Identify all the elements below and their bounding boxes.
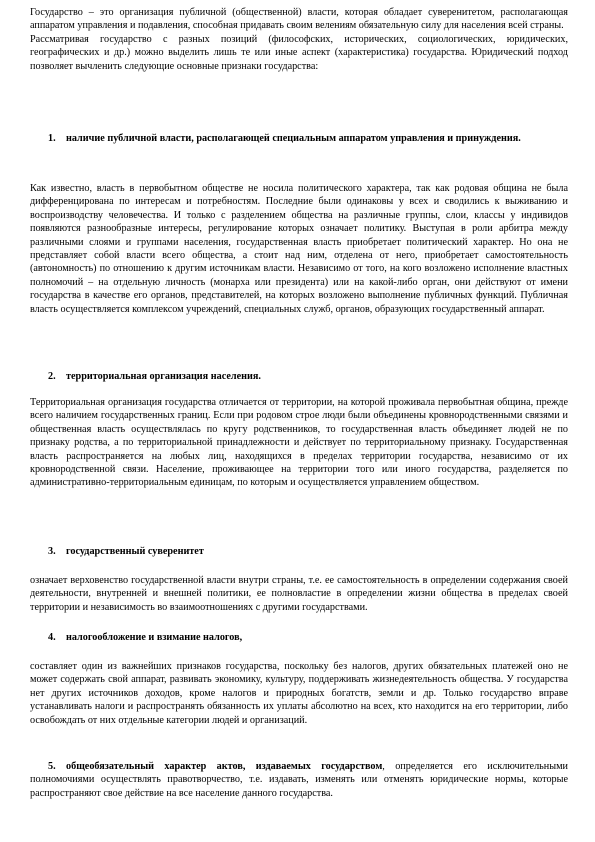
section-5-block <box>30 760 568 800</box>
section-2-paragraph: Территориальная организация государства отличается от территории, на которой проживала первобытная община, прежде всего наличием государственных границ. Если при родовом строе люди были объединены кровнородственными связями и общественная власть осуществлялась по кругу родственников, то государственная власть объединяет людей не по признаку родства, а по территориальной принадлежности и действует по территориальному признаку. Государственная власть распространяется на любых лиц, находящихся в пределах территории государства, независимо от их кровнородственной связи. Население, проживающее на территории того или иного государства, разделяется по административно-территориальным единицам, по которым и осуществляется управлением обществом. <box>30 397 568 489</box>
section-2-number: 2. <box>48 371 56 382</box>
section-3-heading <box>48 545 568 558</box>
section-5-number: 5. <box>48 761 56 772</box>
section-1-heading <box>48 132 568 145</box>
section-4-body <box>30 660 568 727</box>
section-1-number: 1. <box>48 133 56 144</box>
intro-paragraph-definition: Государство – это организация публичной (общественной) власти, которая обладает суверенитетом, располагающая аппаратом управления и подавления, способная придавать своим велениям обязательную силу для населения всей страны. <box>30 7 568 32</box>
section-3-paragraph: означает верховенство государственной власти внутри страны, т.е. ее самостоятельность в определении содержания своей деятельности, внутренней и внешней политики, ее полновластие в определении жизни общества в пределах своей территории и независимость во взаимоотношениях с другими государствами. <box>30 575 568 613</box>
section-3-body <box>30 574 568 614</box>
intro-paragraph-approaches: Рассматривая государство с разных позиций (философских, исторических, социологических, юридических, географических и др.) можно выделить лишь те или иные аспект (характеристика) государства. Юридический подход позволяет вычленить следующие основные признаки государства: <box>30 33 568 72</box>
section-5-heading-text: общеобязательный характер актов, издаваемых государством <box>66 761 383 772</box>
section-3-number: 3. <box>48 546 56 557</box>
section-4-heading <box>48 631 568 644</box>
section-1-paragraph: Как известно, власть в первобытном обществе не носила политического характера, так как родовая община не была дифференцирована по интересам и потребностям. Последние были одинаковы у всех и сводились к выживанию и воспроизводству человечества. И только с разделением общества на различные группы, слои, классы у индивидов появляются разнообразные интересы, регулирование которых означает политику. Выступая в роли арбитра между различными слоями и группами населения, государственная власть приобретает политический характер. Но она не представляет собой власти всего общества, а стоит над ним, отделена от него, приобретает самостоятельность (автономность) по отношению к другим источникам власти. Независимо от того, на кого возложено исполнение властных полномочий – на отдельную личность (монарха или президента) или на какой-либо орган, они действуют от имени государства в качестве его органов, представителей, на которых возложено выполнение публичных функций. Публичная власть осуществляется комплексом учреждений, специальных служб, органов, образующих государственный аппарат. <box>30 183 568 315</box>
section-1-body <box>30 182 568 316</box>
section-1-heading-text: наличие публичной власти, располагающей специальным аппаратом управления и принуждения. <box>66 133 521 144</box>
section-2-heading <box>48 370 568 383</box>
section-2-body <box>30 396 568 490</box>
section-4-number: 4. <box>48 632 56 643</box>
section-5-body-text: , определяется его исключительными полномочиями осуществлять правотворчество, т.е. издавать, изменять или отменять юридические нормы, которые распространяют свое действие на все население данного государства. <box>30 761 568 799</box>
section-4-paragraph: составляет один из важнейших признаков государства, поскольку без налогов, других обязательных платежей оно не может содержать свой аппарат, развивать экономику, культуру, поддерживать жизнедеятельность общества. У государства нет других источников доходов, кроме налогов и природных богатств, земли и др. Только государство вправе устанавливать налоги и распространять обязанность их уплаты абсолютно на всех, кто находится на его территории, либо освобождать от них отдельные категории людей и организаций. <box>30 661 568 726</box>
section-2-heading-text: территориальная организация населения. <box>66 371 261 382</box>
intro-block <box>30 6 568 73</box>
section-4-heading-text: налогообложение и взимание налогов, <box>66 632 243 643</box>
section-5-paragraph <box>30 760 568 800</box>
section-3-heading-text: государственный суверенитет <box>66 546 204 557</box>
